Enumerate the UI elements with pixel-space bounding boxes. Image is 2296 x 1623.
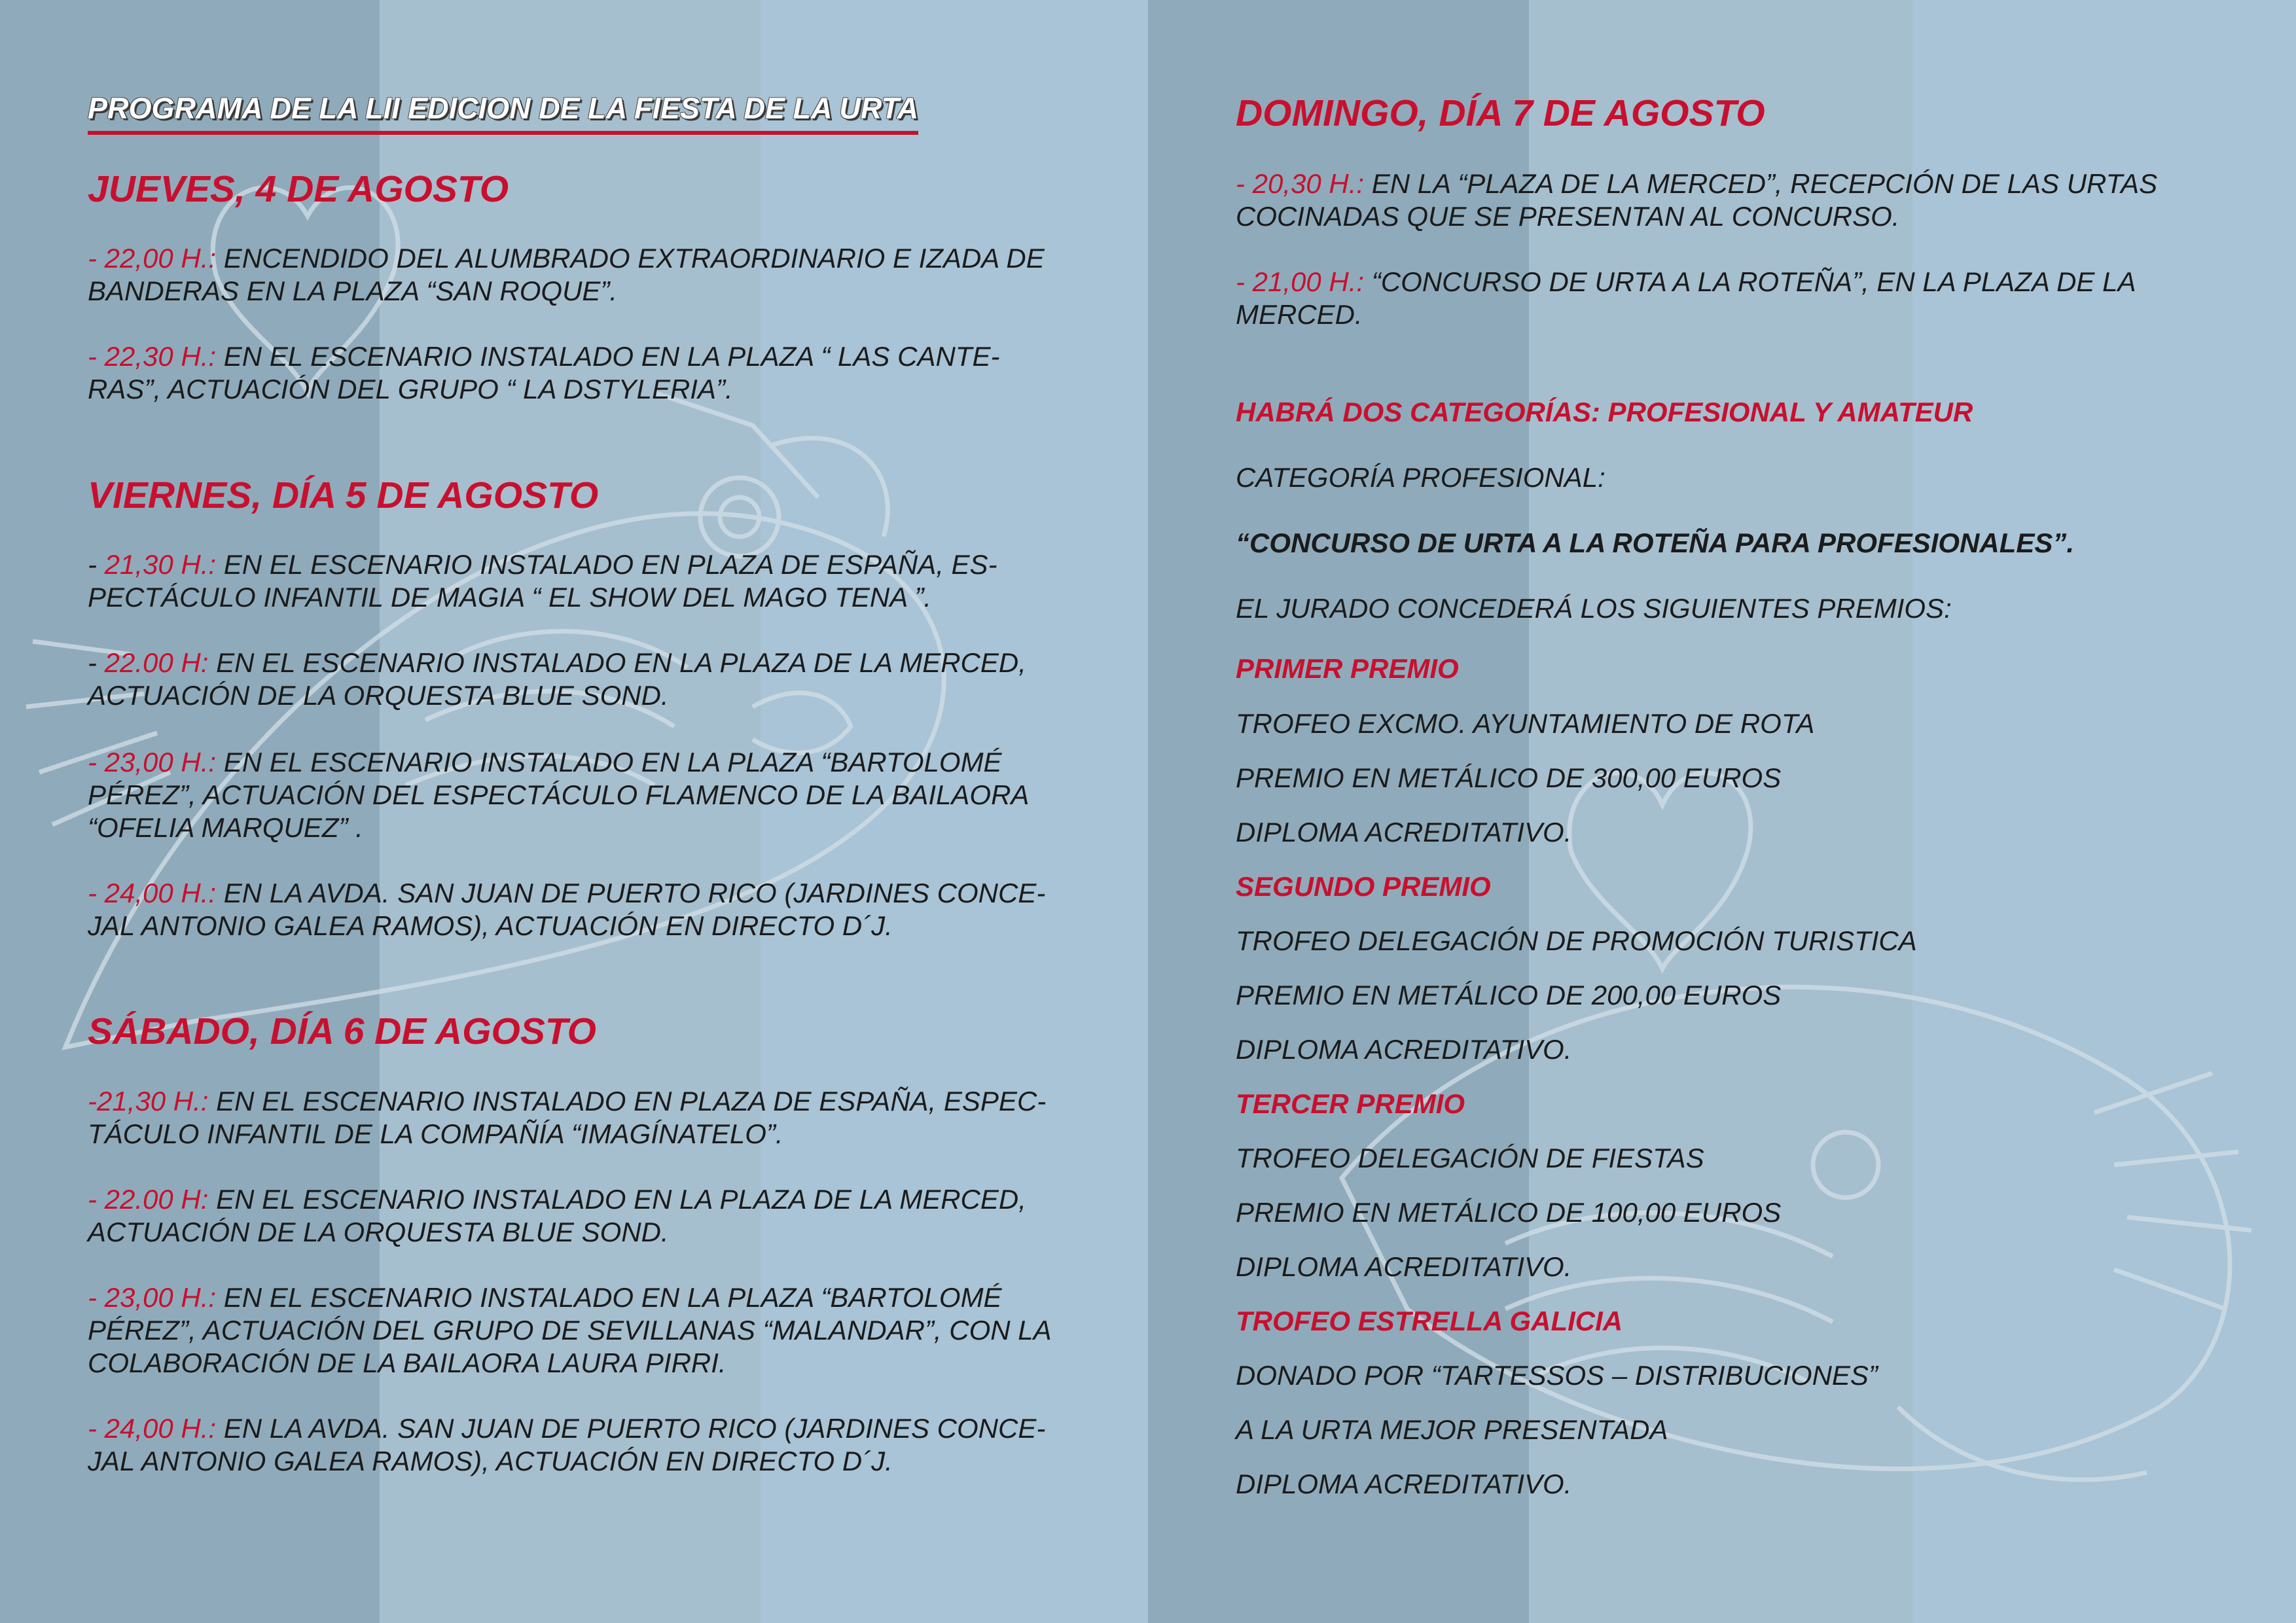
event-text: ACTUACIÓN DE LA ORQUESTA BLUE SOND. [88, 680, 669, 711]
categories-heading: HABRÁ DOS CATEGORÍAS: PROFESIONAL Y AMATEUR [1236, 397, 1973, 427]
prize-item: TROFEO DELEGACIÓN DE PROMOCIÓN TURISTICA [1236, 925, 1917, 956]
event-prefix: - [88, 341, 105, 372]
event-item [88, 1085, 1046, 1150]
day-heading: DOMINGO, DÍA 7 DE AGOSTO [1236, 92, 1765, 134]
event-item [88, 1412, 1045, 1478]
event-item [88, 877, 1045, 942]
event-prefix: - [88, 878, 105, 908]
event-prefix: - [1236, 266, 1253, 297]
event-prefix: - [88, 1413, 105, 1444]
event-time: 24,00 H.: [104, 878, 217, 908]
event-text: ACTUACIÓN DE LA ORQUESTA BLUE SOND. [88, 1217, 669, 1247]
event-text: EN EL ESCENARIO INSTALADO EN LA PLAZA “ LAS CANTE- [216, 341, 1000, 372]
prize-item: DIPLOMA ACREDITATIVO. [1236, 1034, 1572, 1065]
event-time: 22.00 H: [104, 647, 209, 678]
prize-item: TROFEO EXCMO. AYUNTAMIENTO DE ROTA [1236, 708, 1815, 739]
event-time: 22,00 H.: [104, 243, 217, 274]
event-text: COLABORACIÓN DE LA BAILAORA LAURA PIRRI. [88, 1347, 726, 1378]
prize-heading: SEGUNDO PREMIO [1236, 871, 1491, 902]
prize-heading: TERCER PREMIO [1236, 1088, 1465, 1119]
event-item [1236, 168, 2157, 233]
event-text: ENCENDIDO DEL ALUMBRADO EXTRAORDINARIO E IZADA DE [216, 243, 1045, 274]
prize-item: DIPLOMA ACREDITATIVO. [1236, 817, 1572, 847]
event-prefix: - [1236, 168, 1253, 199]
event-text: MERCED. [1236, 299, 1363, 330]
event-text: EN EL ESCENARIO INSTALADO EN LA PLAZA “BARTOLOMÉ [216, 1282, 1002, 1313]
event-item [1236, 266, 2136, 331]
event-prefix: - [88, 647, 105, 678]
event-time: 24,00 H.: [104, 1413, 217, 1444]
event-time: 22,30 H.: [104, 341, 217, 372]
event-prefix: - [88, 1282, 105, 1313]
event-text: EN EL ESCENARIO INSTALADO EN PLAZA DE ESPAÑA, ES- [216, 549, 997, 580]
event-text: EN EL ESCENARIO INSTALADO EN LA PLAZA “BARTOLOMÉ [216, 747, 1002, 777]
event-time: 21,30 H.: [97, 1086, 209, 1116]
prize-item: PREMIO EN METÁLICO DE 300,00 EUROS [1236, 762, 1782, 793]
event-item [88, 746, 1029, 844]
event-prefix: - [88, 1086, 97, 1116]
event-time: 21,00 H.: [1252, 266, 1365, 297]
event-text: “CONCURSO DE URTA A LA ROTEÑA”, EN LA PLAZA DE LA [1364, 266, 2136, 297]
event-text: EN LA AVDA. SAN JUAN DE PUERTO RICO (JARDINES CONCE- [216, 878, 1046, 908]
prize-item: A LA URTA MEJOR PRESENTADA [1236, 1414, 1668, 1445]
event-time: 20,30 H.: [1252, 168, 1365, 199]
event-prefix: - [88, 747, 105, 777]
prize-item: PREMIO EN METÁLICO DE 200,00 EUROS [1236, 980, 1782, 1010]
prize-item: TROFEO DELEGACIÓN DE FIESTAS [1236, 1143, 1704, 1173]
event-text: COCINADAS QUE SE PRESENTAN AL CONCURSO. [1236, 201, 1900, 232]
prize-heading: TROFEO ESTRELLA GALICIA [1236, 1306, 1623, 1336]
event-text: BANDERAS EN LA PLAZA “SAN ROQUE”. [88, 276, 618, 306]
jury-text: EL JURADO CONCEDERÁ LOS SIGUIENTES PREMIOS: [1236, 593, 1952, 624]
event-text: “OFELIA MARQUEZ” . [88, 812, 363, 843]
event-text: EN LA AVDA. SAN JUAN DE PUERTO RICO (JARDINES CONCE- [216, 1413, 1046, 1444]
day-heading: SÁBADO, DÍA 6 DE AGOSTO [88, 1010, 596, 1052]
event-prefix: - [88, 243, 105, 274]
event-time: 23,00 H.: [104, 1282, 217, 1313]
event-prefix: - [88, 549, 105, 580]
event-item [88, 242, 1045, 308]
event-text: EN EL ESCENARIO INSTALADO EN LA PLAZA DE LA MERCED, [208, 1184, 1026, 1215]
contest-name: “CONCURSO DE URTA A LA ROTEÑA PARA PROFESIONALES”. [1236, 527, 2075, 558]
prize-item: PREMIO EN METÁLICO DE 100,00 EUROS [1236, 1197, 1782, 1228]
program-title: PROGRAMA DE LA LII EDICION DE LA FIESTA DE LA URTA [88, 92, 918, 135]
event-text: JAL ANTONIO GALEA RAMOS), ACTUACIÓN EN DIRECTO D´J. [88, 1446, 893, 1476]
event-item [88, 1281, 1052, 1380]
event-item [88, 1183, 1026, 1249]
prize-heading: PRIMER PREMIO [1236, 653, 1459, 684]
event-text: TÁCULO INFANTIL DE LA COMPAÑÍA “IMAGÍNATELO”. [88, 1118, 783, 1149]
prize-item: DONADO POR “TARTESSOS – DISTRIBUCIONES” [1236, 1360, 1878, 1391]
category-label: CATEGORÍA PROFESIONAL: [1236, 462, 1605, 493]
event-prefix: - [88, 1184, 105, 1215]
event-text: PÉREZ”, ACTUACIÓN DEL GRUPO DE SEVILLANAS “MALANDAR”, CON LA [88, 1315, 1052, 1346]
event-item [88, 548, 997, 614]
prize-item: DIPLOMA ACREDITATIVO. [1236, 1469, 1572, 1499]
event-text: EN LA “PLAZA DE LA MERCED”, RECEPCIÓN DE LAS URTAS [1364, 168, 2158, 199]
event-text: PÉREZ”, ACTUACIÓN DEL ESPECTÁCULO FLAMENCO DE LA BAILAORA [88, 779, 1030, 810]
day-heading: JUEVES, 4 DE AGOSTO [88, 168, 509, 210]
event-time: 21,30 H.: [104, 549, 217, 580]
event-text: EN EL ESCENARIO INSTALADO EN LA PLAZA DE LA MERCED, [208, 647, 1026, 678]
event-text: EN EL ESCENARIO INSTALADO EN PLAZA DE ESPAÑA, ESPEC- [208, 1086, 1047, 1116]
event-item [88, 647, 1026, 712]
event-text: PECTÁCULO INFANTIL DE MAGIA “ EL SHOW DEL MAGO TENA ”. [88, 582, 931, 613]
event-time: 22.00 H: [104, 1184, 209, 1215]
event-text: JAL ANTONIO GALEA RAMOS), ACTUACIÓN EN DIRECTO D´J. [88, 910, 893, 941]
event-text: RAS”, ACTUACIÓN DEL GRUPO “ LA DSTYLERIA”. [88, 374, 733, 404]
event-time: 23,00 H.: [104, 747, 217, 777]
event-item [88, 340, 999, 406]
prize-item: DIPLOMA ACREDITATIVO. [1236, 1251, 1572, 1282]
day-heading: VIERNES, DÍA 5 DE AGOSTO [88, 474, 599, 516]
